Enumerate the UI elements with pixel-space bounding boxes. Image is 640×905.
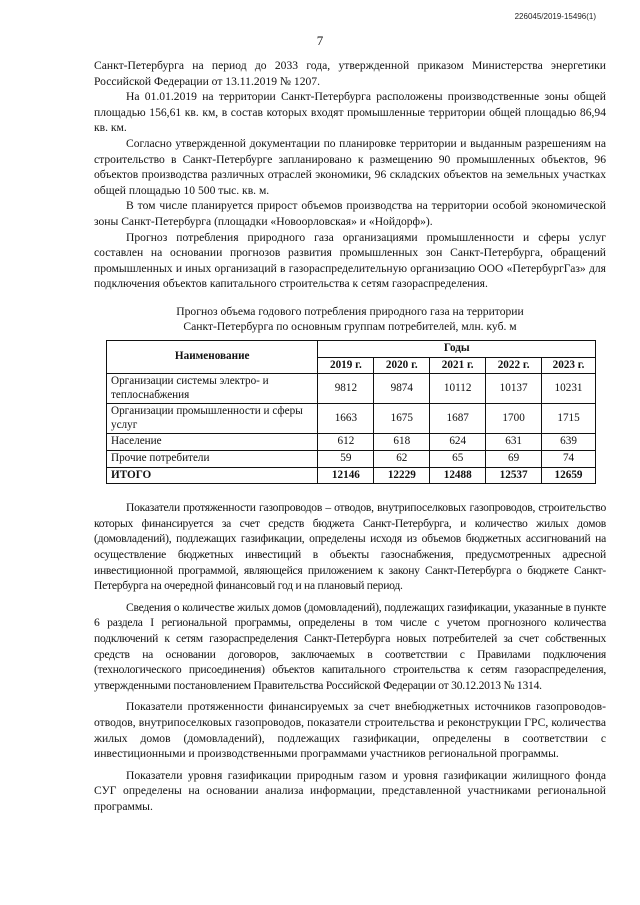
table-cell: 59 [318,451,374,468]
paragraph: В том числе планируется прирост объемов производства на территории особой экономической зоны Санкт-Петербурга (площадки «Новоорловская» и «Нойдорф»). [94,199,606,228]
table-caption-line: Санкт-Петербурга по основным группам потребителей, млн. куб. м [183,319,517,333]
table-caption-line: Прогноз объема годового потребления природного газа на территории [176,304,524,318]
table-cell: 12146 [318,467,374,484]
paragraph: На 01.01.2019 на территории Санкт-Петербурга расположены производственные зоны общей площадью 156,61 кв. км, в состав которых входят промышленные территории общей площадью 86,94 кв. км. [94,90,606,135]
table-row [107,451,596,468]
table-cell: 65 [430,451,486,468]
table-cell: 624 [430,434,486,451]
table-row [107,404,596,434]
row-label: Организации промышленности и сферы услуг [107,404,318,434]
document-body [94,58,606,815]
table-cell: 612 [318,434,374,451]
gas-consumption-table [106,340,596,484]
table-cell: 1675 [374,404,430,434]
paragraph: Санкт-Петербурга на период до 2033 года, утвержденной приказом Министерства энергетики Российской Федерации от 13.11.2019 № 1207. [94,59,606,88]
paragraph: Сведения о количестве жилых домов (домовладений), подлежащих газификации, указанные в пункте 6 раздела I региональной программы, определены в том числе с учетом прогнозного количества подключений к сетям газораспределения Санкт-Петербурга новых потребителей за счет собственных средств на основании договоров, заключаемых в соответствии с Правилами подключения (технологического присоединения) объектов капитального строительства к сетям газораспределения, утвержденными постановлением Правительства Российской Федерации от 30.12.2013 № 1314. [94,600,606,692]
table-cell: 12537 [486,467,542,484]
row-label: ИТОГО [107,467,318,484]
document-number: 226045/2019-15496(1) [514,12,596,21]
paragraph: Показатели протяженности газопроводов – отводов, внутрипоселковых газопроводов, строительство которых финансируется за счет средств бюджета Санкт-Петербурга, и количество жилых домов (домовладений), подлежащих газификации, определены исходя из объемов бюджетных ассигнований на осуществление бюджетных инвестиций в объекты газоснабжения, предусмотренных адресной инвестиционной программой, являющейся приложением к закону Санкт-Петербурга о бюджете Санкт-Петербурга на очередной финансовый год и на плановый период. [94,501,606,593]
table-cell: 1715 [542,404,596,434]
year-header: 2023 г. [542,357,596,374]
table-cell: 639 [542,434,596,451]
table-row [107,434,596,451]
table-row [107,374,596,404]
year-header: 2019 г. [318,357,374,374]
table-cell: 62 [374,451,430,468]
column-header-years: Годы [318,340,596,357]
paragraph: Показатели протяженности финансируемых за счет внебюджетных источников газопроводов-отводов, внутрипоселковых газопроводов, показатели строительства и реконструкции ГРС, количества жилых домов (домовладений), подлежащих газификации, определены в соответствии с инвестиционными и производственными программами участников региональной программы. [94,700,606,761]
table-cell: 74 [542,451,596,468]
table-cell: 631 [486,434,542,451]
table-cell: 1663 [318,404,374,434]
table-cell: 9874 [374,374,430,404]
year-header: 2020 г. [374,357,430,374]
table-cell: 618 [374,434,430,451]
column-header-name: Наименование [107,340,318,373]
table-cell: 12659 [542,467,596,484]
table-cell: 1687 [430,404,486,434]
table-total-row [107,467,596,484]
paragraph: Согласно утвержденной документации по планировке территории и выданным разрешениям на строительство в Санкт-Петербурге запланировано к размещению 90 промышленных объектов, 96 объектов производства различных отраслей экономики, 96 складских объектов на земельных участках общей площадью 10 500 тыс. кв. м. [94,136,606,197]
table-caption [94,304,606,334]
table-cell: 12488 [430,467,486,484]
table-cell: 10137 [486,374,542,404]
page-number: 7 [316,33,324,48]
row-label: Прочие потребители [107,451,318,468]
table-header-row [107,340,596,357]
year-header: 2021 г. [430,357,486,374]
row-label: Население [107,434,318,451]
table-cell: 9812 [318,374,374,404]
table-cell: 10112 [430,374,486,404]
table-cell: 12229 [374,467,430,484]
year-header: 2022 г. [486,357,542,374]
row-label: Организации системы электро- и теплоснабжения [107,374,318,404]
table-cell: 69 [486,451,542,468]
paragraph: Показатели уровня газификации природным газом и уровня газификации жилищного фонда СУГ определены на основании анализа информации, представленной участниками региональной программы. [94,768,606,813]
table-cell: 10231 [542,374,596,404]
table-cell: 1700 [486,404,542,434]
paragraph: Прогноз потребления природного газа организациями промышленности и сферы услуг составлен на основании прогнозов развития промышленных зон Санкт-Петербурга, обращений промышленных и иных организаций в газораспределительную организацию ООО «ПетербургГаз» для подключения объектов капитального строительства к сетям газораспределения. [94,230,606,291]
